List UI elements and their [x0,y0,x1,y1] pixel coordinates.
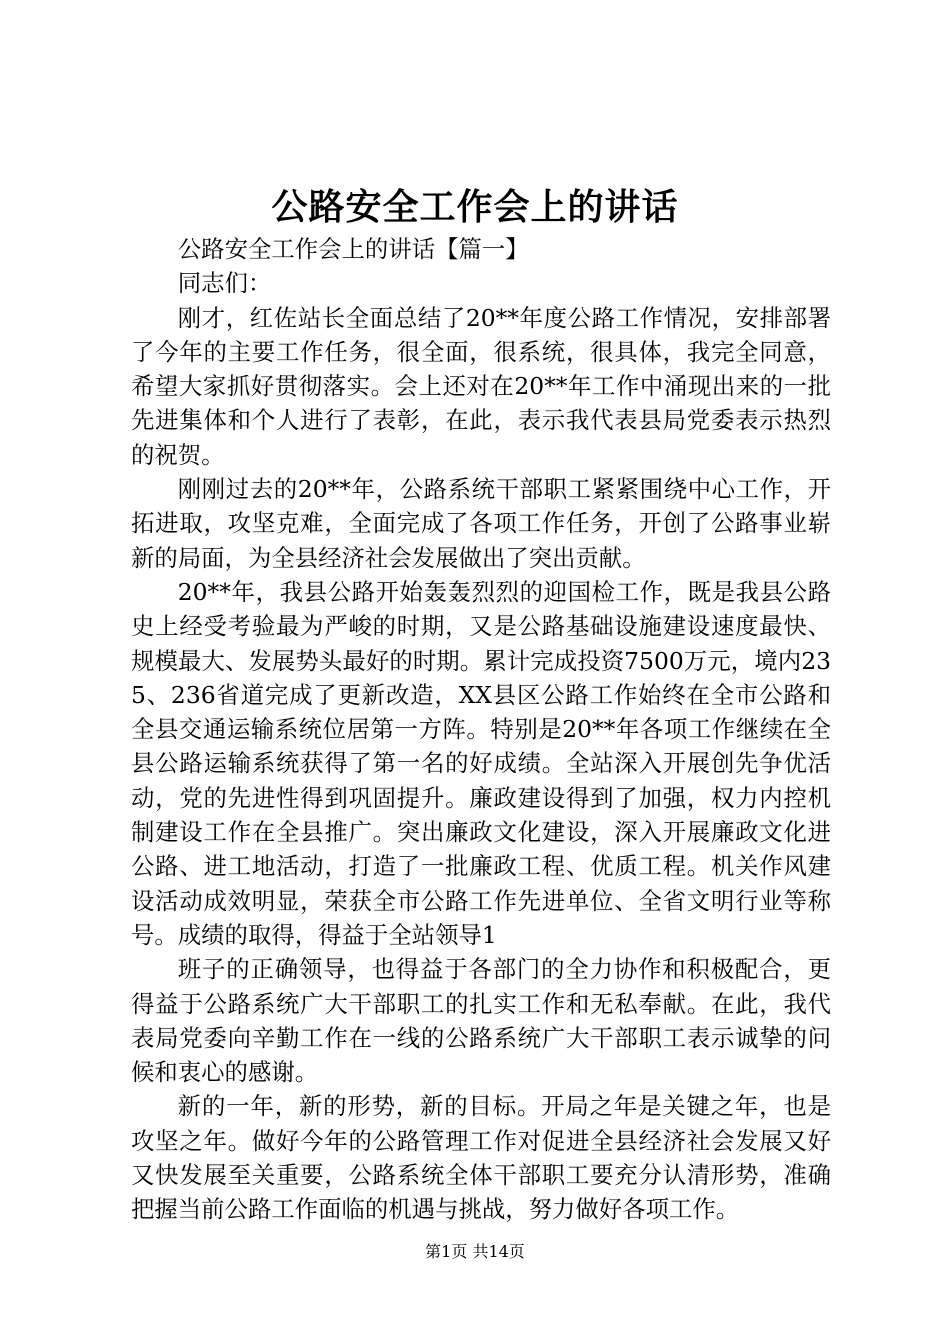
document-title: 公路安全工作会上的讲话 [271,187,679,228]
body-paragraph: 新的一年，新的形势，新的目标。开局之年是关键之年，也是攻坚之年。做好今年的公路管理工作对促进全县经济社会发展又好又快发展至关重要，公路系统全体干部职工要充分认清形势，准确把握当前公路工作面临的机遇与挑战，努力做好各项工作。 [131,1092,831,1224]
salutation: 同志们： [177,269,272,298]
body-paragraph: 刚刚过去的20**年，公路系统干部职工紧紧围绕中心工作，开拓进取，攻坚克难，全面完成了各项工作任务，开创了公路事业崭新的局面，为全县经济社会发展做出了突出贡献。 [131,475,831,572]
page-number-footer: 第1页 共14页 [425,1242,525,1261]
document-body [131,232,831,1227]
body-paragraph: 刚才，红佐站长全面总结了20**年度公路工作情况，安排部署了今年的主要工作任务，很全面，很系统，很具体，我完全同意，希望大家抓好贯彻落实。会上还对在20**年工作中涌现出来的一批先进集体和个人进行了表彰，在此，表示我代表县局党委表示热烈的祝贺。 [131,303,831,469]
body-paragraph: 班子的正确领导，也得益于各部门的全力协作和积极配合，更得益于公路系统广大干部职工的扎实工作和无私奉献。在此，我代表局党委向辛勤工作在一线的公路系统广大干部职工表示诚挚的问候和衷心的感谢。 [131,955,831,1087]
body-paragraph: 20**年，我县公路开始轰轰烈烈的迎国检工作，既是我县公路史上经受考验最为严峻的时期，又是公路基础设施建设速度最快、规模最大、发展势头最好的时期。累计完成投资7500万元，境内235、236省道完成了更新改造，XX县区公路工作始终在全市公路和全县交通运输系统位居第一方阵。特别是20**年各项工作继续在全县公路运输系统获得了第一名的好成绩。全站深入开展创先争优活动，党的先进性得到巩固提升。廉政建设得到了加强，权力内控机制建设工作在全县推广。突出廉政文化建设，深入开展廉政文化进公路、进工地活动，打造了一批廉政工程、优质工程。机关作风建设活动成效明显，荣获全市公路工作先进单位、全省文明行业等称号。成绩的取得，得益于全站领导1 [131,577,831,949]
section-heading: 公路安全工作会上的讲话【篇一】 [177,235,529,263]
